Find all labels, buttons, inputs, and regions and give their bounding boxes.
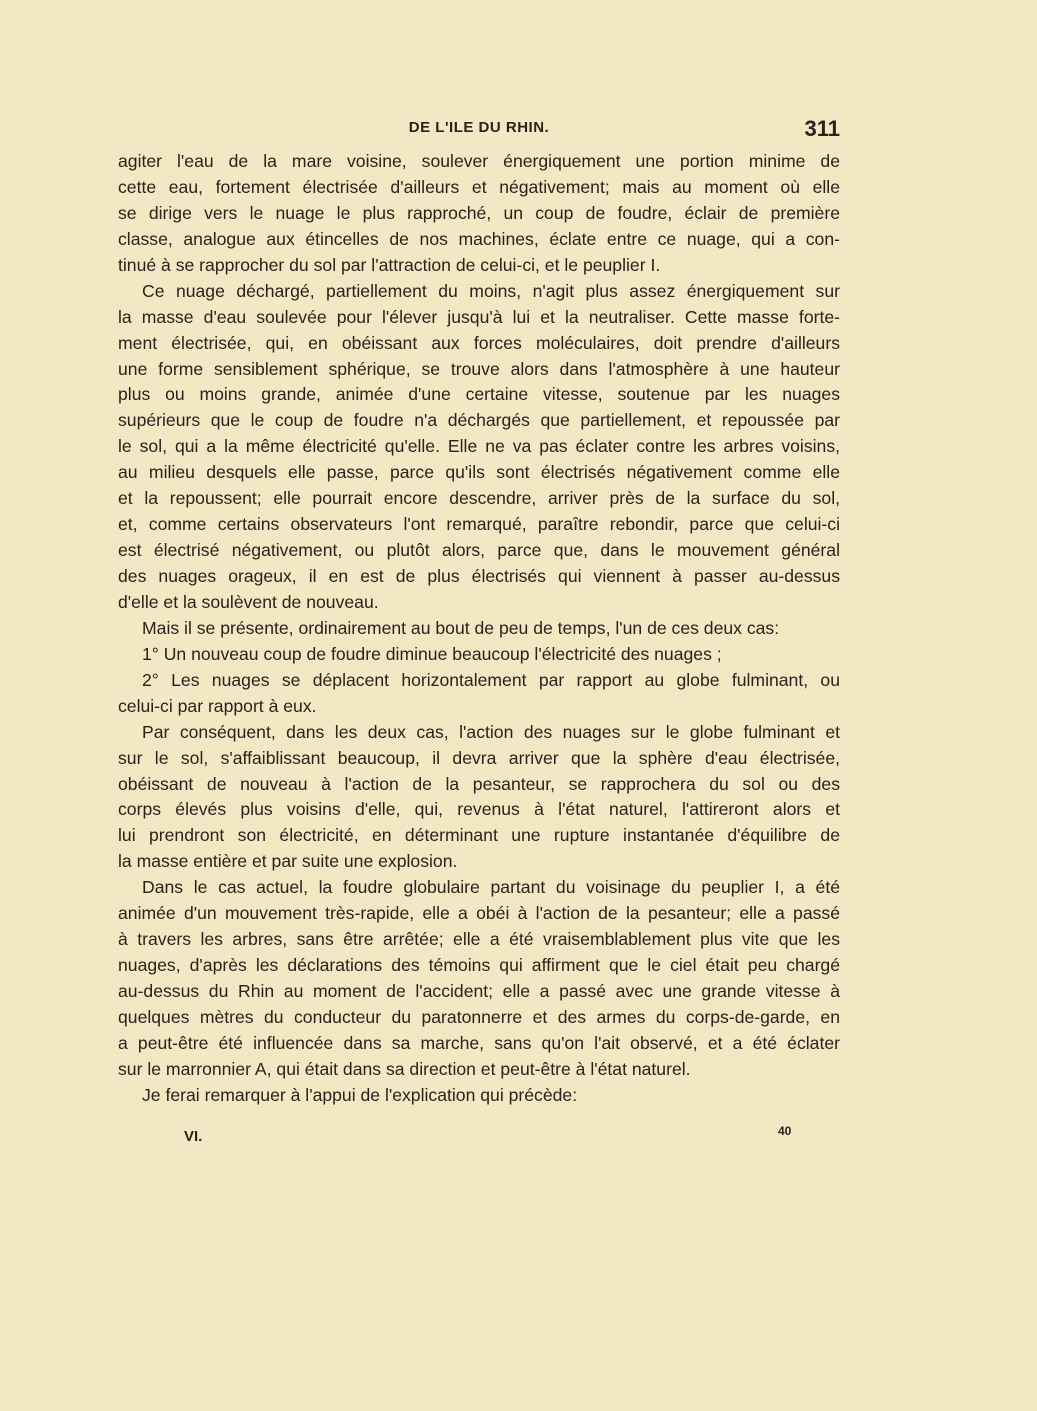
text-line: sur le sol, s'affaiblissant beaucoup, il devra arriver que la sphère d'eau électrisée, xyxy=(118,747,840,768)
text-line: quelques mètres du conducteur du paratonnerre et des armes du corps-de-garde, en xyxy=(118,1006,840,1027)
text-line: ment électrisée, qui, en obéissant aux forces moléculaires, doit prendre d'ailleurs xyxy=(118,332,840,353)
text-line: Ce nuage déchargé, partiellement du moins, n'agit plus assez énergiquement sur xyxy=(142,280,840,301)
text-line: Je ferai remarquer à l'appui de l'explication qui précède: xyxy=(142,1084,578,1105)
text-line: la masse entière et par suite une explosion. xyxy=(118,851,458,872)
text-line: animée d'un mouvement très-rapide, elle a obéi à l'action de la pesanteur; elle a passé xyxy=(118,903,840,924)
text-line: obéissant de nouveau à l'action de la pesanteur, se rapprochera du sol ou des xyxy=(118,773,840,794)
text-line: supérieurs que le coup de foudre n'a déchargés que partiellement, et repoussée par xyxy=(118,410,840,431)
text-line: sur le marronnier A, qui était dans sa direction et peut-être à l'état naturel. xyxy=(118,1058,691,1079)
text-line: est électrisé négativement, ou plutôt alors, parce que, dans le mouvement général xyxy=(118,540,840,561)
page-number: 311 xyxy=(804,116,840,141)
paragraph xyxy=(118,875,840,1083)
text-line: et la repoussent; elle pourrait encore descendre, arriver près de la surface du sol, xyxy=(118,488,840,509)
text-line: celui-ci par rapport à eux. xyxy=(118,695,317,716)
paragraph xyxy=(118,616,840,642)
paragraph xyxy=(118,720,840,876)
page-header xyxy=(118,116,840,142)
text-line: Par conséquent, dans les deux cas, l'action des nuages sur le globe fulminant et xyxy=(142,721,840,742)
text-line: au milieu desquels elle passe, parce qu'ils sont électrisés négativement comme elle xyxy=(118,462,840,483)
text-line: une forme sensiblement sphérique, se trouve alors dans l'atmosphère à une hauteur xyxy=(118,358,840,379)
text-line: agiter l'eau de la mare voisine, soulever énergiquement une portion minime de xyxy=(118,151,840,171)
text-line: à travers les arbres, sans être arrêtée; elle a été vraisemblablement plus vite que les xyxy=(118,929,840,950)
text-line: classe, analogue aux étincelles de nos machines, éclate entre ce nuage, qui a con- xyxy=(118,228,840,249)
text-line: Dans le cas actuel, la foudre globulaire partant du voisinage du peuplier I, a été xyxy=(142,877,840,898)
text-line: au-dessus du Rhin au moment de l'accident; elle a passé avec une grande vitesse à xyxy=(118,981,840,1001)
paragraph xyxy=(118,279,840,616)
text-line: la masse d'eau soulevée pour l'élever jusqu'à lui et la neutraliser. Cette masse forte- xyxy=(118,306,840,327)
paragraph xyxy=(118,642,840,668)
text-line: et, comme certains observateurs l'ont remarqué, paraître rebondir, parce que celui-ci xyxy=(118,514,840,535)
text-line: a peut-être été influencée dans sa marche, sans qu'on l'ait observé, et a été éclater xyxy=(118,1032,840,1053)
text-line: 1° Un nouveau coup de foudre diminue beaucoup l'électricité des nuages ; xyxy=(142,643,722,664)
text-line: nuages, d'après les déclarations des témoins qui affirment que le ciel était peu chargé xyxy=(118,955,840,976)
running-head: DE L'ILE DU RHIN. xyxy=(408,119,550,136)
paragraph xyxy=(118,668,840,720)
text-line: des nuages orageux, il en est de plus électrisés qui viennent à passer au-dessus xyxy=(118,566,840,586)
signature-mark: VI. xyxy=(184,1128,203,1145)
text-line: cette eau, fortement électrisée d'ailleurs et négativement; mais au moment où elle xyxy=(118,176,840,197)
sheet-number: 40 xyxy=(778,1124,792,1138)
text-line: le sol, qui a la même électricité qu'elle. Elle ne va pas éclater contre les arbres voisins, xyxy=(118,436,840,457)
text-line: lui prendront son électricité, en déterminant une rupture instantanée d'équilibre de xyxy=(118,825,840,846)
text-line: Mais il se présente, ordinairement au bout de peu de temps, l'un de ces deux cas: xyxy=(142,617,780,638)
text-line: 2° Les nuages se déplacent horizontalement par rapport au globe fulminant, ou xyxy=(142,669,840,690)
text-line: plus ou moins grande, animée d'une certaine vitesse, soutenue par les nuages xyxy=(118,384,840,405)
paragraph xyxy=(118,149,840,279)
text-line: se dirige vers le nuage le plus rapproché, un coup de foudre, éclair de première xyxy=(118,202,840,223)
body-text xyxy=(118,149,840,1109)
page-footer xyxy=(118,1124,840,1144)
text-line: tinué à se rapprocher du sol par l'attraction de celui-ci, et le peuplier I. xyxy=(118,254,661,275)
text-line: corps élevés plus voisins d'elle, qui, revenus à l'état naturel, l'attireront alors et xyxy=(118,799,840,820)
paragraph xyxy=(118,1083,840,1109)
text-line: d'elle et la soulèvent de nouveau. xyxy=(118,591,379,612)
